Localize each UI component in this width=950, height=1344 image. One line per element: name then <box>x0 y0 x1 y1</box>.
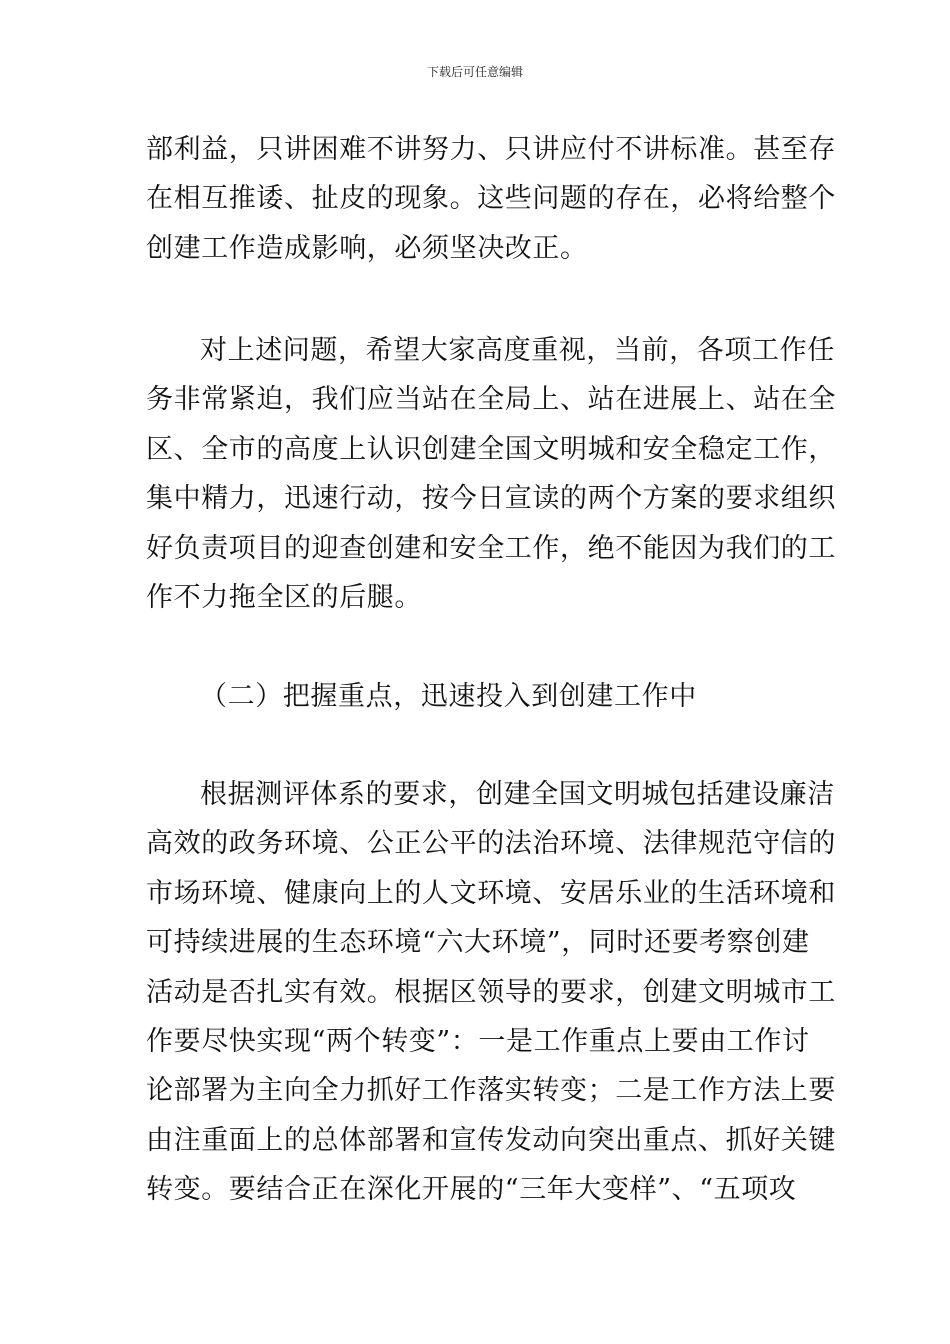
text-line: 高效的政务环境、公正公平的法治环境、法律规范守信的 <box>146 828 836 860</box>
text-line: 市场环境、健康向上的人文环境、安居乐业的生活环境和 <box>146 877 836 909</box>
paragraph-3 <box>146 770 836 1215</box>
text-line: 集中精力，迅速行动，按今日宣读的两个方案的要求组织 <box>146 483 836 515</box>
text-line: 论部署为主向全力抓好工作落实转变；二是工作方法上要 <box>146 1075 836 1107</box>
text-line: 作不力拖全区的后腿。 <box>146 581 422 613</box>
heading-line: （二）把握重点，迅速投入到创建工作中 <box>200 681 697 712</box>
text-line: 创建工作造成影响，必须坚决改正。 <box>146 232 588 264</box>
paragraph-1 <box>146 125 836 273</box>
text-line: 务非常紧迫，我们应当站在全局上、站在进展上、站在全 <box>146 384 836 416</box>
paragraph-2 <box>146 326 836 622</box>
text-line: 活动是否扎实有效。根据区领导的要求，创建文明城市工 <box>146 976 836 1008</box>
text-line: 区、全市的高度上认识创建全国文明城和安全稳定工作， <box>146 433 836 465</box>
page-header: 下载后可任意编辑 <box>426 65 523 79</box>
text-line: 根据测评体系的要求，创建全国文明城包括建设廉洁 <box>200 779 835 810</box>
text-line: 好负责项目的迎查创建和安全工作，绝不能因为我们的工 <box>146 532 836 564</box>
text-line: 转变。要结合正在深化开展的“三年大变样”、“五项攻 <box>146 1174 797 1206</box>
text-line: 可持续进展的生态环境“六大环境”，同时还要考察创建 <box>146 927 810 959</box>
text-line: 对上述问题，希望大家高度重视，当前，各项工作任 <box>200 335 835 366</box>
text-line: 作要尽快实现“两个转变”：一是工作重点上要由工作讨 <box>146 1025 810 1057</box>
text-line: 部利益，只讲困难不讲努力、只讲应付不讲标准。甚至存 <box>146 134 836 165</box>
text-line: 由注重面上的总体部署和宣传发动向突出重点、抓好关键 <box>146 1124 836 1156</box>
section-heading <box>146 672 806 721</box>
text-line: 在相互推诿、扯皮的现象。这些问题的存在，必将给整个 <box>146 183 836 215</box>
